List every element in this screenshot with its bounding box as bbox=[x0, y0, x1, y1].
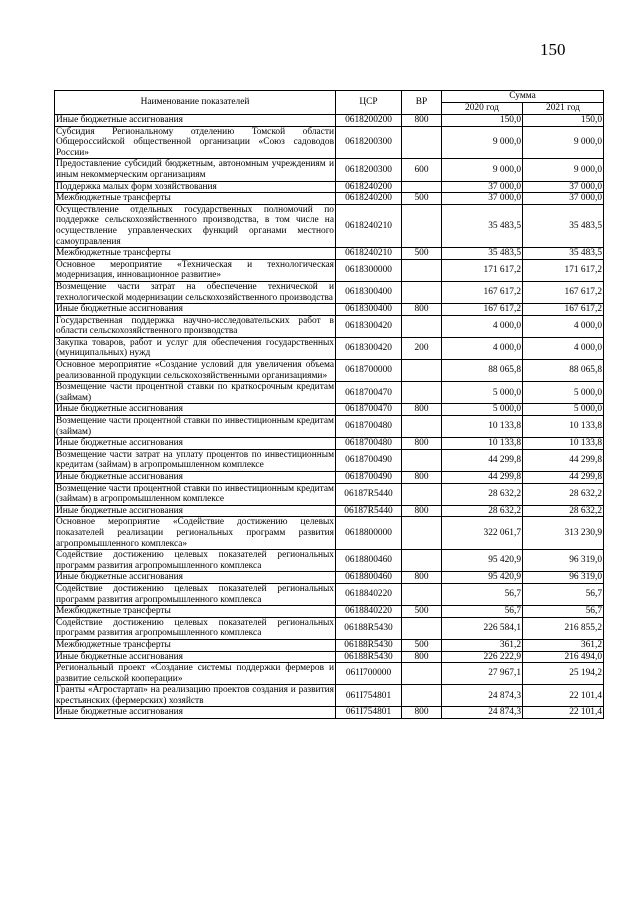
row-sum-2021: 10 133,8 bbox=[523, 416, 604, 438]
table-row bbox=[55, 505, 604, 517]
header-year-2020: 2020 год bbox=[442, 103, 523, 115]
row-sum-2020: 27 967,1 bbox=[442, 663, 523, 685]
row-sum-2021: 22 101,4 bbox=[523, 685, 604, 707]
row-name: Содействие достижению целевых показателей региональных программ развития агропромышленного комплекса bbox=[56, 617, 334, 639]
row-vr bbox=[402, 663, 442, 685]
row-name: Возмещение части процентной ставки по инвестиционным кредитам (займам) в агропромышленном комплексе bbox=[56, 483, 334, 505]
row-code: 0618300400 bbox=[336, 304, 402, 316]
row-sum-2020: 5 000,0 bbox=[442, 404, 523, 416]
row-sum-2020: 88 065,8 bbox=[442, 360, 523, 382]
header-name: Наименование показателей bbox=[55, 91, 336, 115]
row-vr: 800 bbox=[402, 472, 442, 484]
row-code: 0618200300 bbox=[336, 159, 402, 181]
table-row bbox=[55, 126, 604, 159]
row-sum-2020: 24 874,3 bbox=[442, 707, 523, 719]
row-name: Основное мероприятие «Техническая и технологическая модернизация, инновационное развитие» bbox=[56, 259, 334, 281]
row-sum-2020: 150,0 bbox=[442, 115, 523, 127]
row-sum-2020: 37 000,0 bbox=[442, 181, 523, 193]
row-name: Возмещение части затрат на обеспечение технической и технологической модернизации сельскохозяйственного производства bbox=[56, 281, 334, 303]
row-sum-2021: 9 000,0 bbox=[523, 126, 604, 159]
table-row bbox=[55, 259, 604, 281]
row-sum-2020: 44 299,8 bbox=[442, 472, 523, 484]
row-code: 06188R5430 bbox=[336, 617, 402, 639]
row-sum-2020: 44 299,8 bbox=[442, 449, 523, 471]
row-sum-2020: 28 632,2 bbox=[442, 505, 523, 517]
row-sum-2020: 9 000,0 bbox=[442, 126, 523, 159]
row-vr: 800 bbox=[402, 304, 442, 316]
row-code: 061I754801 bbox=[336, 685, 402, 707]
row-vr bbox=[402, 181, 442, 193]
row-sum-2021: 10 133,8 bbox=[523, 438, 604, 450]
table-row bbox=[55, 651, 604, 663]
table-row bbox=[55, 583, 604, 605]
row-vr: 500 bbox=[402, 193, 442, 205]
row-name: Иные бюджетные ассигнования bbox=[55, 404, 336, 416]
row-name: Межбюджетные трансферты bbox=[55, 639, 336, 651]
table-row bbox=[55, 472, 604, 484]
header-year-2021: 2021 год bbox=[523, 103, 604, 115]
row-sum-2020: 35 483,5 bbox=[442, 248, 523, 260]
table-row bbox=[55, 281, 604, 303]
row-sum-2020: 10 133,8 bbox=[442, 416, 523, 438]
row-sum-2020: 361,2 bbox=[442, 639, 523, 651]
row-name: Основное мероприятие «Создание условий для увеличения объема реализованной продукции сельскохозяйственными организациями» bbox=[56, 360, 334, 381]
row-sum-2021: 37 000,0 bbox=[523, 193, 604, 205]
row-vr bbox=[402, 416, 442, 438]
row-sum-2021: 4 000,0 bbox=[523, 315, 604, 337]
row-sum-2021: 5 000,0 bbox=[523, 404, 604, 416]
row-code: 0618700490 bbox=[336, 449, 402, 471]
row-sum-2021: 361,2 bbox=[523, 639, 604, 651]
row-code: 0618200200 bbox=[336, 115, 402, 127]
row-code: 0618700480 bbox=[336, 438, 402, 450]
table-row bbox=[55, 707, 604, 719]
header-sum: Сумма bbox=[442, 91, 604, 103]
row-code: 0618840220 bbox=[336, 583, 402, 605]
row-sum-2021: 96 319,0 bbox=[523, 572, 604, 584]
row-vr: 800 bbox=[402, 115, 442, 127]
table-row bbox=[55, 337, 604, 359]
row-code: 0618700000 bbox=[336, 360, 402, 382]
row-code: 0618200300 bbox=[336, 126, 402, 159]
table-row bbox=[55, 315, 604, 337]
table-row bbox=[55, 204, 604, 247]
row-code: 0618800000 bbox=[336, 517, 402, 550]
row-code: 0618300400 bbox=[336, 281, 402, 303]
row-sum-2020: 35 483,5 bbox=[442, 204, 523, 247]
row-sum-2020: 56,7 bbox=[442, 583, 523, 605]
row-sum-2020: 24 874,3 bbox=[442, 685, 523, 707]
row-vr bbox=[402, 259, 442, 281]
table-row bbox=[55, 416, 604, 438]
row-vr: 800 bbox=[402, 438, 442, 450]
row-sum-2021: 37 000,0 bbox=[523, 181, 604, 193]
table-row bbox=[55, 639, 604, 651]
page-number: 150 bbox=[540, 40, 566, 59]
row-code: 0618300420 bbox=[336, 337, 402, 359]
row-code: 06188R5430 bbox=[336, 639, 402, 651]
row-name: Содействие достижению целевых показателей региональных программ развития агропромышленного комплекса bbox=[56, 583, 334, 605]
row-code: 06187R5440 bbox=[336, 483, 402, 505]
table-row bbox=[55, 550, 604, 572]
table-row bbox=[55, 572, 604, 584]
table-row bbox=[55, 606, 604, 618]
budget-table bbox=[54, 90, 604, 719]
row-vr: 600 bbox=[402, 159, 442, 181]
row-sum-2021: 35 483,5 bbox=[523, 248, 604, 260]
row-sum-2021: 167 617,2 bbox=[523, 281, 604, 303]
table-row bbox=[55, 193, 604, 205]
row-sum-2020: 95 420,9 bbox=[442, 572, 523, 584]
table-row bbox=[55, 382, 604, 404]
row-vr: 500 bbox=[402, 639, 442, 651]
table-row bbox=[55, 404, 604, 416]
row-name: Предоставление субсидий бюджетным, автономным учреждениям и иным некоммерческим организациям bbox=[56, 159, 334, 180]
header-code: ЦСР bbox=[336, 91, 402, 115]
row-code: 0618240210 bbox=[336, 204, 402, 247]
row-sum-2020: 167 617,2 bbox=[442, 281, 523, 303]
row-vr bbox=[402, 315, 442, 337]
row-sum-2021: 56,7 bbox=[523, 606, 604, 618]
row-sum-2020: 4 000,0 bbox=[442, 337, 523, 359]
row-name: Осуществление отдельных государственных полномочий по поддержке сельскохозяйственного производства, в том числе на осуществление управленческих функций органами местного самоуправления bbox=[56, 204, 334, 247]
row-name: Возмещение части процентной ставки по краткосрочным кредитам (займам) bbox=[56, 382, 334, 403]
row-sum-2021: 22 101,4 bbox=[523, 707, 604, 719]
row-name: Иные бюджетные ассигнования bbox=[55, 304, 336, 316]
row-sum-2021: 56,7 bbox=[523, 583, 604, 605]
row-name: Иные бюджетные ассигнования bbox=[55, 572, 336, 584]
row-sum-2020: 167 617,2 bbox=[442, 304, 523, 316]
row-sum-2020: 95 420,9 bbox=[442, 550, 523, 572]
row-name: Гранты «Агростартап» на реализацию проектов создания и развития крестьянских (фермерских) хозяйств bbox=[56, 685, 334, 706]
row-sum-2020: 37 000,0 bbox=[442, 193, 523, 205]
row-code: 0618300000 bbox=[336, 259, 402, 281]
row-sum-2021: 35 483,5 bbox=[523, 204, 604, 247]
header-vr: ВР bbox=[402, 91, 442, 115]
row-vr bbox=[402, 360, 442, 382]
table-row bbox=[55, 304, 604, 316]
row-sum-2021: 44 299,8 bbox=[523, 472, 604, 484]
row-sum-2020: 226 584,1 bbox=[442, 617, 523, 639]
row-code: 06188R5430 bbox=[336, 651, 402, 663]
row-sum-2020: 10 133,8 bbox=[442, 438, 523, 450]
row-sum-2021: 9 000,0 bbox=[523, 159, 604, 181]
row-name: Основное мероприятие «Содействие достижению целевых показателей реализации региональных программ развития агропромышленного комплекса» bbox=[56, 517, 334, 549]
table-row bbox=[55, 517, 604, 550]
row-sum-2021: 44 299,8 bbox=[523, 449, 604, 471]
row-vr bbox=[402, 583, 442, 605]
table-row bbox=[55, 685, 604, 707]
row-vr: 800 bbox=[402, 572, 442, 584]
row-sum-2020: 56,7 bbox=[442, 606, 523, 618]
table-row bbox=[55, 663, 604, 685]
row-code: 0618700490 bbox=[336, 472, 402, 484]
row-sum-2021: 28 632,2 bbox=[523, 505, 604, 517]
row-vr bbox=[402, 685, 442, 707]
row-sum-2021: 167 617,2 bbox=[523, 304, 604, 316]
row-code: 0618800460 bbox=[336, 572, 402, 584]
row-sum-2021: 313 230,9 bbox=[523, 517, 604, 550]
row-sum-2020: 322 061,7 bbox=[442, 517, 523, 550]
row-sum-2021: 25 194,2 bbox=[523, 663, 604, 685]
row-sum-2021: 28 632,2 bbox=[523, 483, 604, 505]
row-vr bbox=[402, 483, 442, 505]
row-name: Содействие достижению целевых показателей региональных программ развития агропромышленного комплекса bbox=[56, 550, 334, 571]
row-name: Субсидия Региональному отделению Томской области Общероссийской общественной организации «Союз садоводов России» bbox=[56, 126, 334, 158]
row-code: 0618240200 bbox=[336, 181, 402, 193]
row-code: 061I700000 bbox=[336, 663, 402, 685]
row-sum-2020: 28 632,2 bbox=[442, 483, 523, 505]
row-name: Государственная поддержка научно-исследовательских работ в области сельскохозяйственного производства bbox=[56, 315, 334, 337]
row-vr: 500 bbox=[402, 248, 442, 260]
row-sum-2021: 96 319,0 bbox=[523, 550, 604, 572]
row-sum-2020: 171 617,2 bbox=[442, 259, 523, 281]
table-row bbox=[55, 617, 604, 639]
table-row bbox=[55, 360, 604, 382]
row-code: 0618800460 bbox=[336, 550, 402, 572]
row-vr bbox=[402, 550, 442, 572]
row-sum-2021: 88 065,8 bbox=[523, 360, 604, 382]
table-row bbox=[55, 159, 604, 181]
row-sum-2021: 171 617,2 bbox=[523, 259, 604, 281]
row-name: Иные бюджетные ассигнования bbox=[55, 505, 336, 517]
table-header bbox=[55, 91, 604, 115]
row-code: 0618700470 bbox=[336, 382, 402, 404]
row-name: Иные бюджетные ассигнования bbox=[55, 651, 336, 663]
row-sum-2021: 216 855,2 bbox=[523, 617, 604, 639]
row-vr: 500 bbox=[402, 606, 442, 618]
row-name: Межбюджетные трансферты bbox=[55, 193, 336, 205]
row-sum-2020: 9 000,0 bbox=[442, 159, 523, 181]
row-vr bbox=[402, 517, 442, 550]
row-sum-2020: 4 000,0 bbox=[442, 315, 523, 337]
row-code: 061I754801 bbox=[336, 707, 402, 719]
row-sum-2021: 5 000,0 bbox=[523, 382, 604, 404]
row-name: Иные бюджетные ассигнования bbox=[55, 438, 336, 450]
row-vr bbox=[402, 449, 442, 471]
row-vr bbox=[402, 126, 442, 159]
table-row bbox=[55, 449, 604, 471]
table-row bbox=[55, 438, 604, 450]
row-name: Возмещение части затрат на уплату процентов по инвестиционным кредитам (займам) в агропромышленном комплексе bbox=[56, 449, 334, 471]
row-code: 06187R5440 bbox=[336, 505, 402, 517]
table-row bbox=[55, 248, 604, 260]
row-name: Закупка товаров, работ и услуг для обеспечения государственных (муниципальных) нужд bbox=[56, 337, 334, 359]
table-row bbox=[55, 181, 604, 193]
row-vr: 800 bbox=[402, 404, 442, 416]
row-vr: 800 bbox=[402, 505, 442, 517]
row-name: Региональный проект «Создание системы поддержки фермеров и развитие сельской кооперации» bbox=[56, 663, 334, 684]
row-vr: 200 bbox=[402, 337, 442, 359]
row-code: 0618840220 bbox=[336, 606, 402, 618]
row-name: Иные бюджетные ассигнования bbox=[55, 115, 336, 127]
row-name: Возмещение части процентной ставки по инвестиционным кредитам (займам) bbox=[56, 416, 334, 437]
row-vr: 800 bbox=[402, 651, 442, 663]
row-sum-2021: 150,0 bbox=[523, 115, 604, 127]
row-code: 0618700480 bbox=[336, 416, 402, 438]
row-sum-2020: 5 000,0 bbox=[442, 382, 523, 404]
row-name: Межбюджетные трансферты bbox=[55, 248, 336, 260]
row-code: 0618700470 bbox=[336, 404, 402, 416]
row-sum-2020: 226 222,9 bbox=[442, 651, 523, 663]
row-vr bbox=[402, 382, 442, 404]
row-vr bbox=[402, 617, 442, 639]
row-name: Межбюджетные трансферты bbox=[55, 606, 336, 618]
row-code: 0618240200 bbox=[336, 193, 402, 205]
row-name: Иные бюджетные ассигнования bbox=[55, 472, 336, 484]
row-sum-2021: 216 494,0 bbox=[523, 651, 604, 663]
row-code: 0618300420 bbox=[336, 315, 402, 337]
table-body bbox=[55, 115, 604, 719]
table-row bbox=[55, 115, 604, 127]
row-vr bbox=[402, 204, 442, 247]
table-row bbox=[55, 483, 604, 505]
row-name: Иные бюджетные ассигнования bbox=[55, 707, 336, 719]
row-name: Поддержка малых форм хозяйствования bbox=[55, 181, 336, 193]
row-sum-2021: 4 000,0 bbox=[523, 337, 604, 359]
row-code: 0618240210 bbox=[336, 248, 402, 260]
row-vr bbox=[402, 281, 442, 303]
row-vr: 800 bbox=[402, 707, 442, 719]
